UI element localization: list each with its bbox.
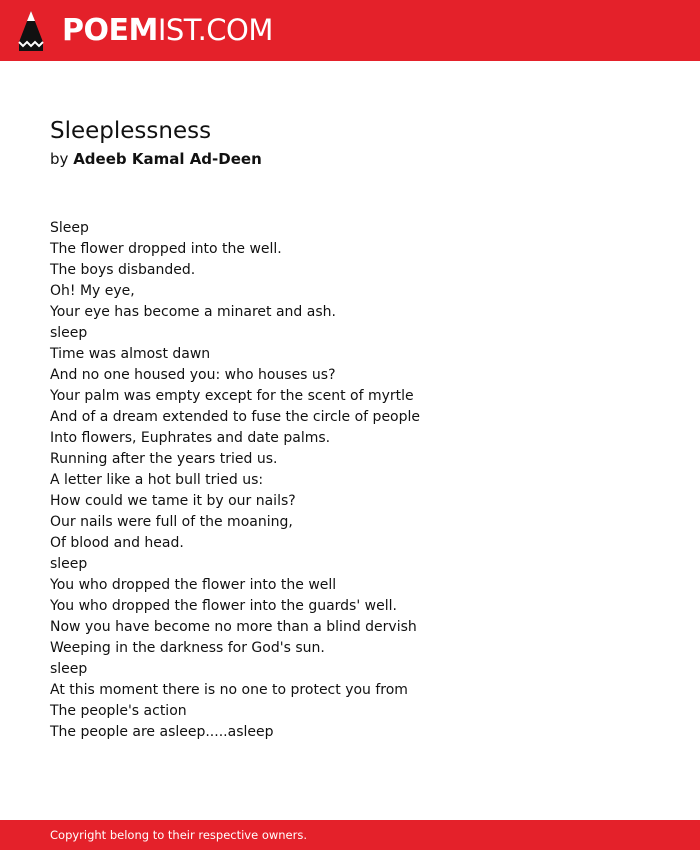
poem-line: sleep [50,661,88,677]
poem-line: And of a dream extended to fuse the circle of people [50,409,421,425]
poem-line: Our nails were full of the moaning, [50,514,293,530]
poem-line: Your eye has become a minaret and ash. [50,304,336,320]
poem-line: Running after the years tried us. [50,451,278,467]
poem-line: You who dropped the flower into the well [50,577,337,593]
poem-line: The people are asleep.....asleep [50,724,274,740]
poem-line: The flower dropped into the well. [50,241,282,257]
poem-line: At this moment there is no one to protect you from [50,682,408,698]
poem-title: Sleeplessness [50,118,212,144]
poem-line: Weeping in the darkness for God's sun. [50,640,325,656]
copyright-text: Copyright belong to their respective owners. [50,828,308,842]
site-header [0,0,700,61]
poem-author: Adeeb Kamal Ad-Deen [73,150,262,168]
logo-bold-text: POEM [62,13,158,48]
poem-line: Sleep [50,220,89,236]
poem-line: And no one housed you: who houses us? [50,367,336,383]
poem-line: Now you have become no more than a blind dervish [50,619,417,635]
poem-heading [50,114,650,170]
poem-body [50,218,650,743]
poem-line: Time was almost dawn [50,346,211,362]
poem-line: Your palm was empty except for the scent of myrtle [50,388,414,404]
pencil-logo-icon [18,10,44,52]
poem-line: You who dropped the flower into the guards' well. [50,598,397,614]
poem-byline [50,148,650,170]
poem-line: How could we tame it by our nails? [50,493,296,509]
poem-line: The boys disbanded. [50,262,196,278]
logo-light-text: IST.COM [157,13,273,47]
poem-line: Oh! My eye, [50,283,135,299]
poem-line: The people's action [50,703,187,719]
site-footer [0,820,700,850]
poem-line: sleep [50,325,88,341]
poem-line: Of blood and head. [50,535,184,551]
by-label: by [50,150,69,168]
poem-line: sleep [50,556,88,572]
poem-line: Into flowers, Euphrates and date palms. [50,430,331,446]
poem-line: A letter like a hot bull tried us: [50,472,264,488]
site-logo[interactable] [62,10,273,50]
